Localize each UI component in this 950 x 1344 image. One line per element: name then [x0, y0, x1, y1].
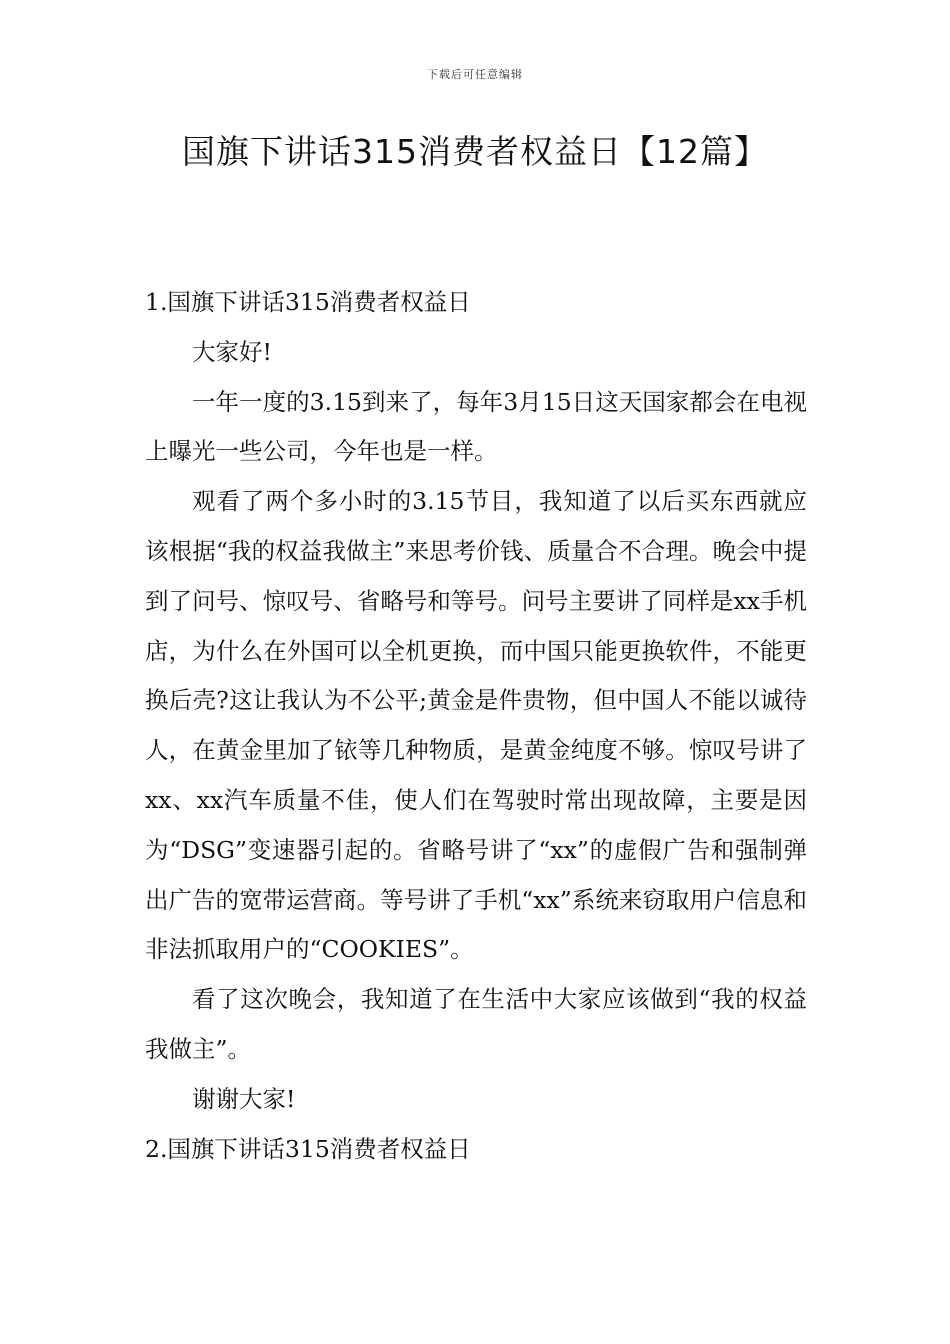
paragraph-conclusion: 看了这次晚会，我知道了在生活中大家应该做到“我的权益我做主”。: [145, 985, 807, 1063]
paragraph-intro: 一年一度的3.15到来了，每年3月15日这天国家都会在电视上曝光一些公司，今年也是一样。: [145, 387, 807, 466]
header-note: 下载后可任意编辑: [427, 68, 523, 81]
paragraph-greeting: 大家好!: [192, 337, 272, 366]
paragraph-thanks: 谢谢大家!: [192, 1084, 296, 1113]
paragraph-main: 观看了两个多小时的3.15节目，我知道了以后买东西就应该根据“我的权益我做主”来思考价钱、质量合不合理。晚会中提到了问号、惊叹号、省略号和等号。问号主要讲了同样是xx手机店，为什么在外国可以全机更换，而中国只能更换软件，不能更换后壳?这让我认为不公平;黄金是件贵物，但中国人不能以诚待人，在黄金里加了铱等几种物质，是黄金纯度不够。惊叹号讲了xx、xx汽车质量不佳，使人们在驾驶时常出现故障，主要是因为“DSG”变速器引起的。省略号讲了“xx”的虚假广告和强制弹出广告的宽带运营商。等号讲了手机“xx”系统来窃取用户信息和非法抓取用户的“COOKIES”。: [145, 487, 807, 964]
document-body: [145, 278, 807, 1174]
section-heading-2: 2.国旗下讲话315消费者权益日: [145, 1134, 471, 1163]
document-title: 国旗下讲话315消费者权益日【12篇】: [182, 132, 768, 171]
section-heading-1: 1.国旗下讲话315消费者权益日: [145, 288, 471, 316]
